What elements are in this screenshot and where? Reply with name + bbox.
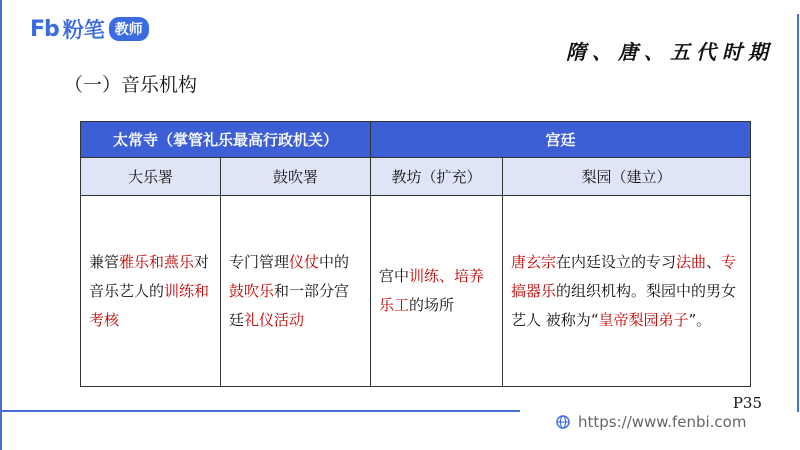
cell-liyuan: [503, 196, 751, 387]
table-row: [81, 196, 751, 387]
subheader-guchuishu: 鼓吹署: [221, 158, 371, 196]
cell-text-segment: 唐玄宗: [511, 252, 557, 271]
cell-text-segment: 在内廷设立的专习: [556, 252, 677, 271]
cell-text-segment: 和一部分宫廷: [229, 281, 350, 329]
cell-text-segment: 对音乐艺人的: [89, 252, 210, 300]
chapter-title: 隋、唐、五代时期: [566, 40, 774, 64]
header-row: [81, 122, 751, 158]
cell-text-segment: 兼管: [89, 252, 120, 271]
cell-text-segment: 仪仗: [289, 252, 320, 271]
header-gongting: 宫廷: [371, 122, 751, 158]
subheader-jiaofang: 教坊（扩充）: [371, 158, 503, 196]
logo-text: 粉笔: [62, 18, 105, 42]
footer-url-text: https://www.fenbi.com: [578, 413, 747, 431]
cell-text-segment: 中的: [319, 252, 350, 271]
subheader-daleshu: 大乐署: [81, 158, 221, 196]
header-taichang: 太常寺（掌管礼乐最高行政机关）: [81, 122, 371, 158]
cell-text-segment: ”。: [688, 310, 712, 329]
cell-guchuishu: [221, 196, 371, 387]
cell-text-segment: 法曲: [676, 252, 707, 271]
cell-text-segment: 皇帝梨园弟子: [598, 310, 689, 329]
globe-icon: [556, 415, 570, 429]
subheader-row: [81, 158, 751, 196]
logo-badge: 教师: [109, 17, 149, 41]
fenbi-logo: [30, 16, 149, 42]
frame-right-line: [797, 14, 799, 412]
cell-text-segment: 鼓吹乐: [229, 281, 275, 300]
cell-text-segment: 的场所: [409, 296, 455, 314]
cell-text-segment: 雅乐和燕乐: [119, 252, 195, 271]
cell-text-segment: 、: [706, 252, 722, 271]
cell-text-segment: 宫中: [379, 267, 410, 285]
logo-mark: Fb: [30, 16, 59, 42]
subheader-liyuan: 梨园（建立）: [503, 158, 751, 196]
music-institution-table: [80, 121, 751, 387]
cell-text-segment: 训练和考核: [89, 281, 210, 329]
cell-text-segment: 专门管理: [229, 252, 290, 271]
cell-text-segment: 的组织机构。梨园中的男女艺人 被称为“: [511, 281, 737, 329]
cell-text-segment: 礼仪活动: [244, 310, 305, 329]
cell-daleshu: [81, 196, 221, 387]
cell-text-segment: 专搞器乐: [511, 252, 737, 300]
frame-left-line: [0, 0, 2, 450]
page-number: P35: [732, 394, 762, 412]
cell-jiaofang: [371, 196, 503, 387]
footer-url: [556, 413, 746, 431]
section-title: （一）音乐机构: [64, 74, 198, 96]
frame-bottom-line: [0, 410, 520, 412]
cell-text-segment: 训练、培养乐工: [379, 267, 485, 314]
